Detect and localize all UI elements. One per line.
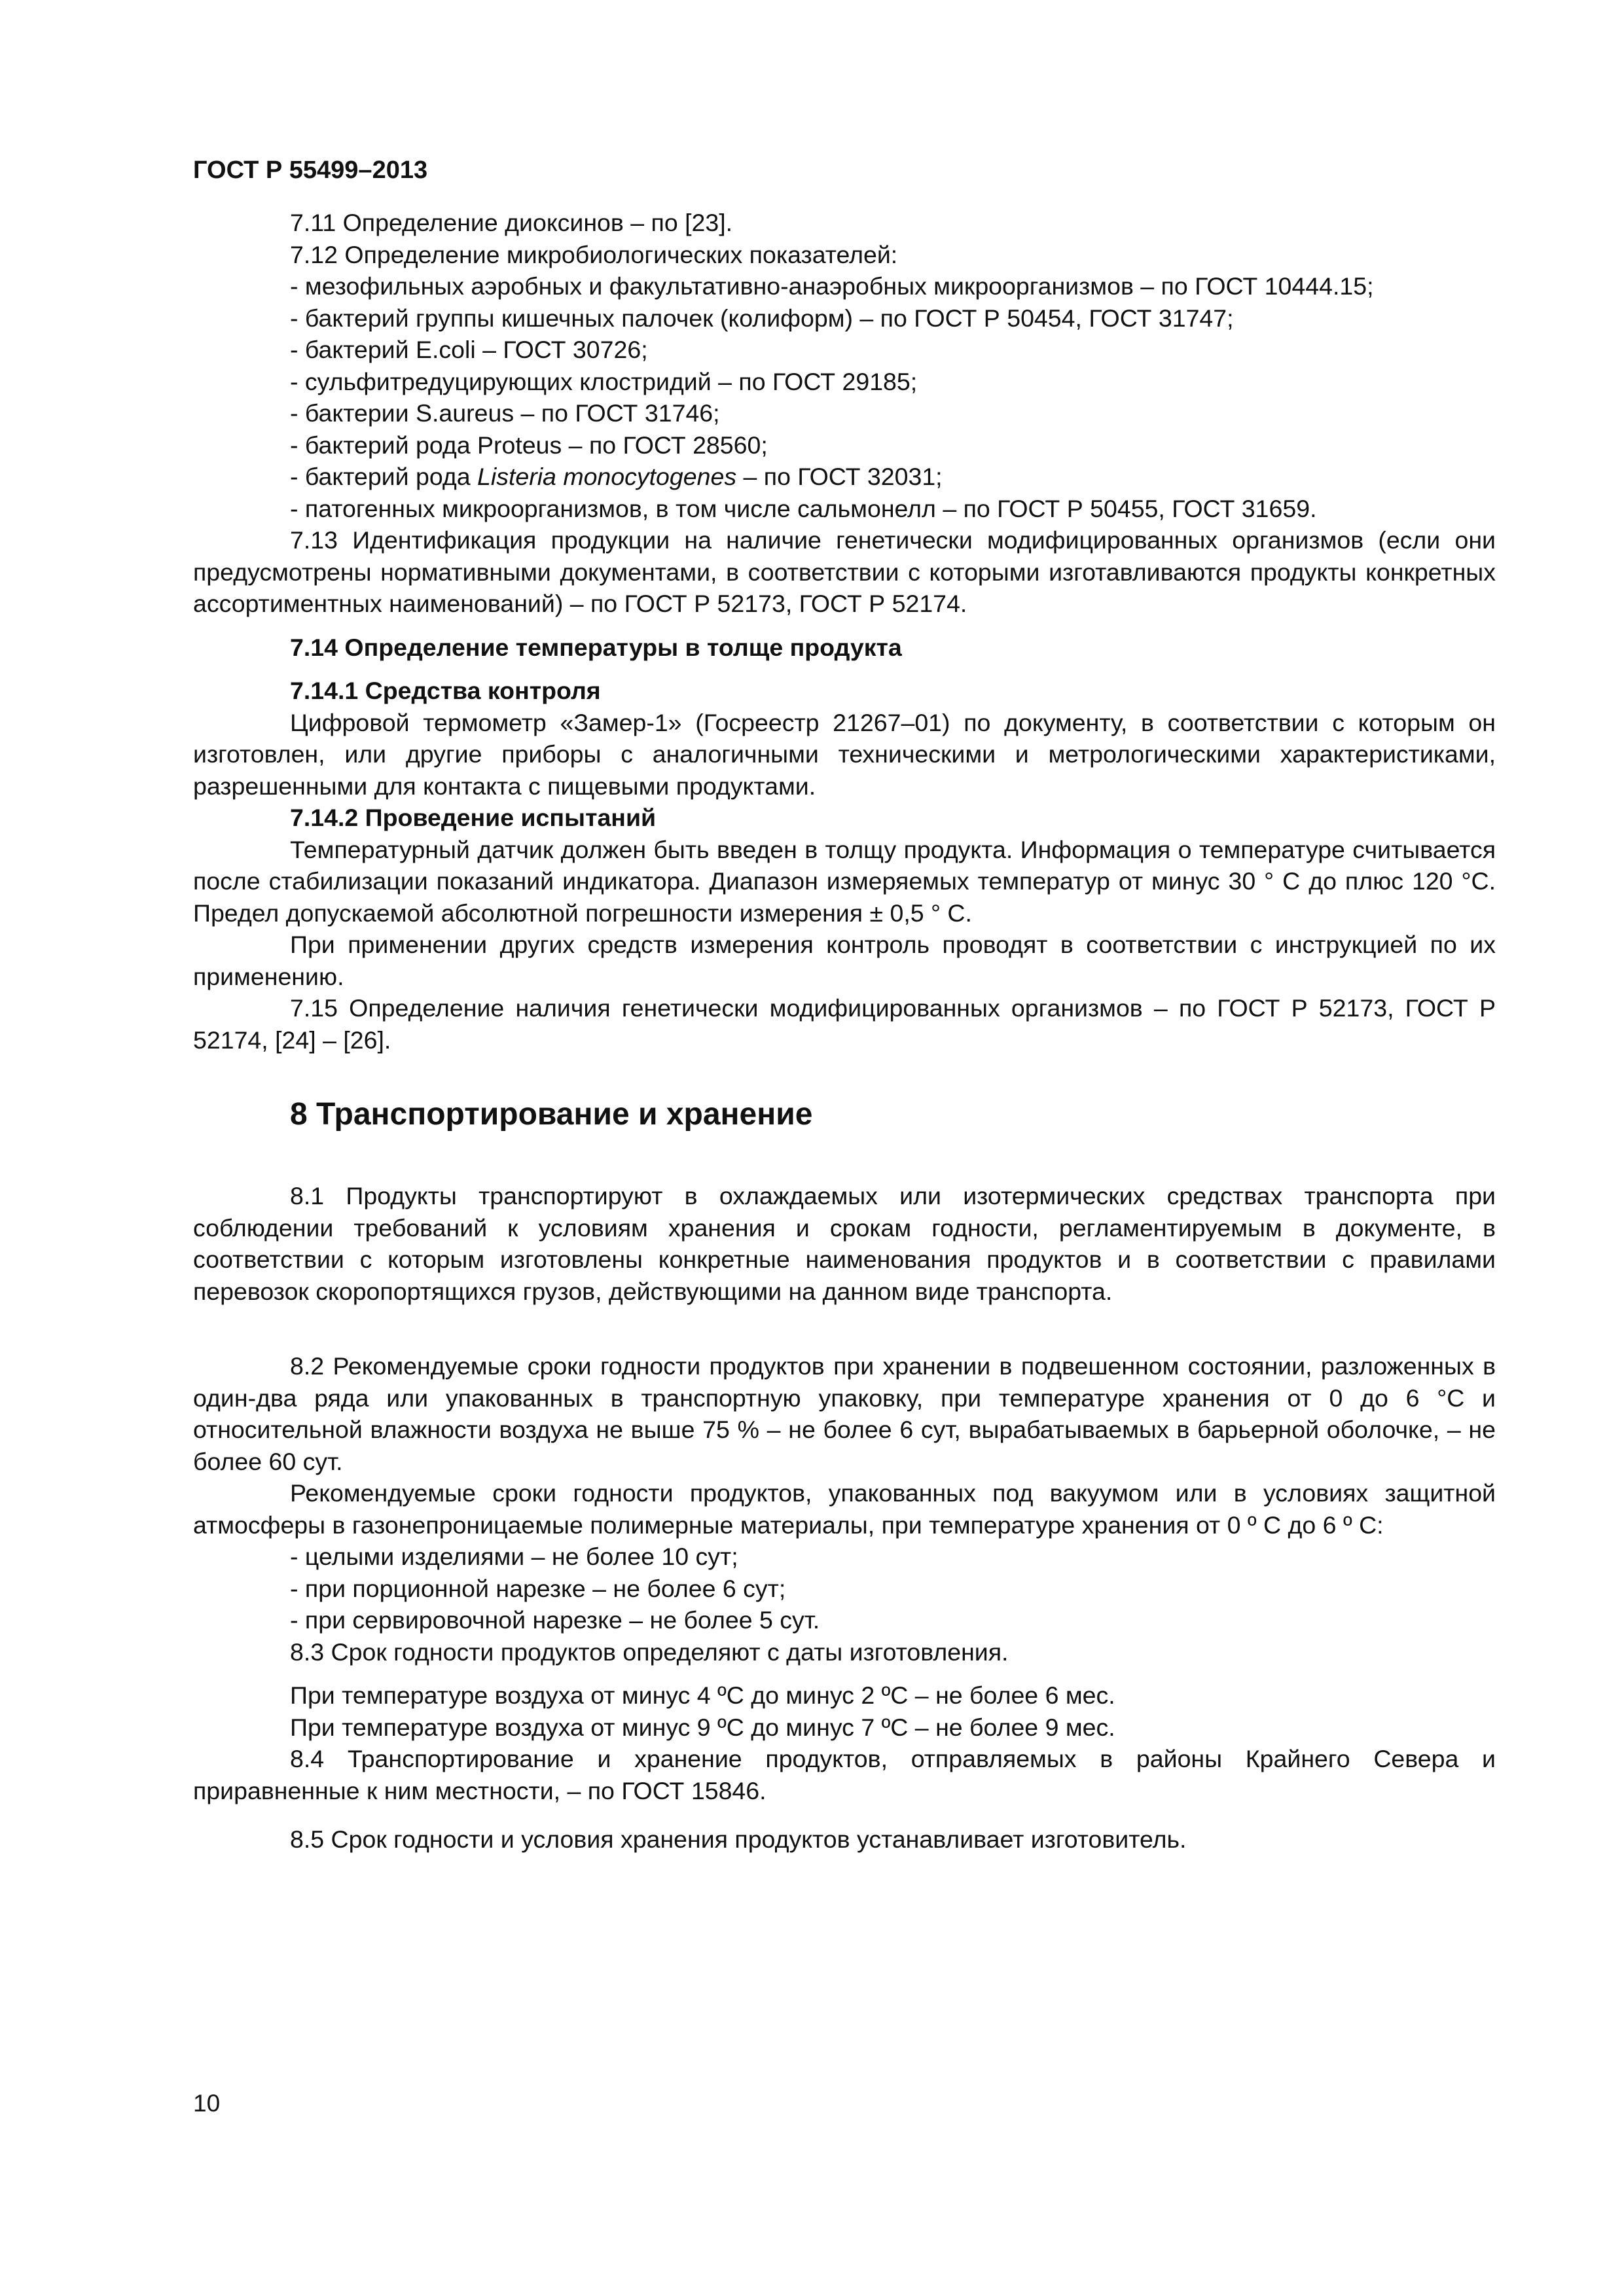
- paragraph-8-3-frozen-6: При температуре воздуха от минус 4 ºС до минус 2 ºС – не более 6 мес.: [290, 1681, 1115, 1709]
- list-item: [193, 461, 1496, 493]
- species-name: Listeria monocytogenes: [477, 463, 737, 490]
- paragraph-8-2: 8.2 Рекомендуемые сроки годности продуктов при хранении в подвешенном состоянии, разложенных в один-два ряда или упакованных в транспортную упаковку, при температуре хранения от 0 до 6 °С и относительной влажности воздуха не выше 75 % – не более 6 сут, вырабатываемых в барьерной оболочке, – не более 60 сут.: [193, 1352, 1496, 1475]
- paragraph-8-4: 8.4 Транспортирование и хранение продуктов, отправляемых в районы Крайнего Севера и приравненные к ним местности, – по ГОСТ 15846.: [193, 1745, 1496, 1804]
- list-item-suffix: – по ГОСТ 32031;: [736, 463, 943, 490]
- list-item: - при порционной нарезке – не более 6 сут;: [290, 1574, 786, 1602]
- heading-7-14-1: 7.14.1 Средства контроля: [290, 677, 601, 704]
- paragraph-7-11: 7.11 Определение диоксинов – по [23].: [290, 209, 733, 236]
- list-item: - патогенных микроорганизмов, в том числе сальмонелл – по ГОСТ Р 50455, ГОСТ 31659.: [290, 494, 1317, 522]
- paragraph-7-14-2: Температурный датчик должен быть введен в толщу продукта. Информация о температуре считывается после стабилизации показаний индикатора. Диапазон измеряемых температур от минус 30 ° С до плюс 120 °С. Предел допускаемой абсолютной погрешности измерения ± 0,5 ° С.: [193, 835, 1496, 927]
- list-item: - мезофильных аэробных и факультативно-анаэробных микроорганизмов – по ГОСТ 10444.15;: [290, 272, 1374, 300]
- list-item: - бактерий рода Proteus – по ГОСТ 28560;: [290, 431, 768, 459]
- list-item: - бактерий группы кишечных палочек (колиформ) – по ГОСТ Р 50454, ГОСТ 31747;: [290, 304, 1234, 332]
- paragraph-7-14-2-other: При применении других средств измерения контроль проводят в соответствии с инструкцией по их применению.: [193, 931, 1496, 990]
- page-number: 10: [193, 2090, 221, 2117]
- paragraph-8-3: 8.3 Срок годности продуктов определяют с даты изготовления.: [290, 1638, 1009, 1666]
- list-item: - при сервировочной нарезке – не более 5 сут.: [290, 1606, 820, 1634]
- paragraph-8-5: 8.5 Срок годности и условия хранения продуктов устанавливает изготовитель.: [290, 1825, 1187, 1853]
- paragraph-8-3-frozen-9: При температуре воздуха от минус 9 ºС до минус 7 ºС – не более 9 мес.: [290, 1713, 1115, 1741]
- list-item: - сульфитредуцирующих клостридий – по ГОСТ 29185;: [290, 367, 918, 395]
- document-code: ГОСТ Р 55499–2013: [193, 156, 428, 184]
- list-item-prefix: - бактерий рода: [290, 463, 478, 490]
- list-item: - бактерии S.aureus – по ГОСТ 31746;: [290, 399, 720, 427]
- list-item: - бактерий E.coli – ГОСТ 30726;: [290, 336, 648, 363]
- paragraph-7-12: 7.12 Определение микробиологических показателей:: [290, 240, 898, 268]
- document-body: [193, 207, 1496, 1856]
- list-item: - целыми изделиями – не более 10 сут;: [290, 1543, 738, 1570]
- heading-7-14-2: 7.14.2 Проведение испытаний: [290, 804, 657, 831]
- paragraph-8-2-vacuum: Рекомендуемые сроки годности продуктов, упакованных под вакуумом или в условиях защитной атмосферы в газонепроницаемые полимерные материалы, при температуре хранения от 0 º С до 6 º С:: [193, 1479, 1496, 1539]
- paragraph-7-13: 7.13 Идентификация продукции на наличие генетически модифицированных организмов (если они предусмотрены нормативными документами, в соответствии с которыми изготавливаются продукты конкретных ассортиментных наименований) – по ГОСТ Р 52173, ГОСТ Р 52174.: [193, 526, 1496, 617]
- section-title: 8 Транспортирование и хранение: [290, 1097, 813, 1132]
- paragraph-8-1: 8.1 Продукты транспортируют в охлаждаемых или изотермических средствах транспорта при соблюдении требований к условиям хранения и срокам годности, регламентируемым в документе, в соответствии с которым изготовлены конкретные наименования продуктов и в соответствии с правилами перевозок скоропортящихся грузов, действующими на данном виде транспорта.: [193, 1182, 1496, 1305]
- paragraph-7-15: 7.15 Определение наличия генетически модифицированных организмов – по ГОСТ Р 52173, ГОСТ Р 52174, [24] – [26].: [193, 994, 1496, 1054]
- paragraph-7-14-1: Цифровой термометр «Замер-1» (Госреестр 21267–01) по документу, в соответствии с которым он изготовлен, или другие приборы с аналогичными техническими и метрологическими характеристиками, разрешенными для контакта с пищевыми продуктами.: [193, 708, 1496, 800]
- heading-7-14: 7.14 Определение температуры в толще продукта: [290, 633, 902, 661]
